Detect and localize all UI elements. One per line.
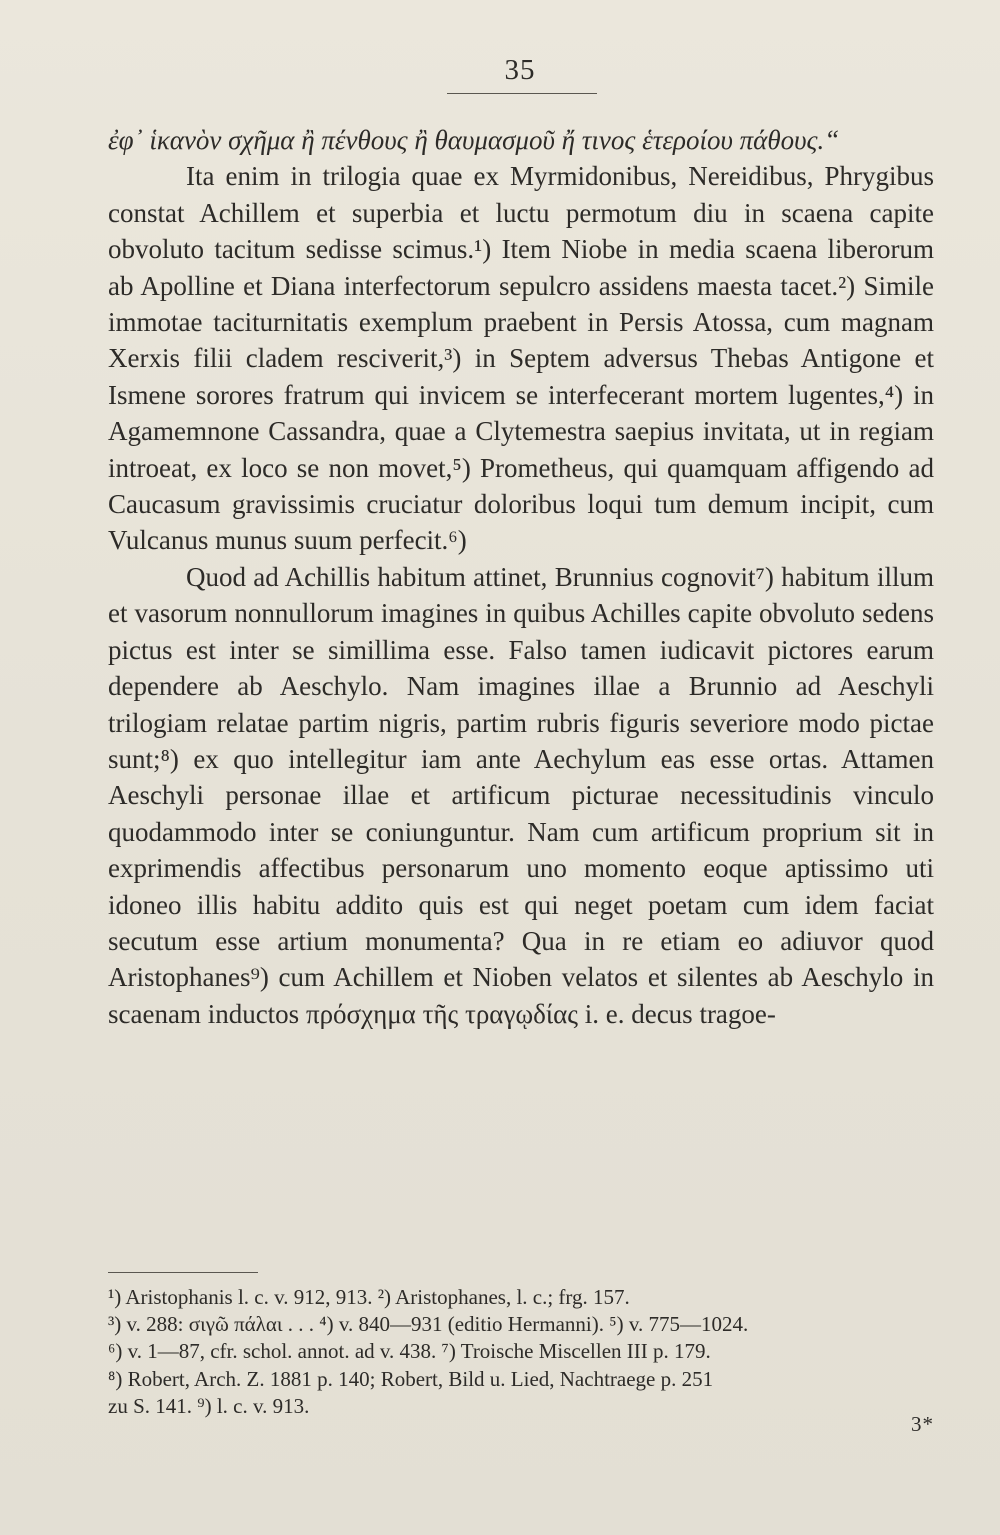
footnote-line: ³) v. 288: σιγῶ πάλαι . . . ⁴) v. 840—931 (editio Hermanni). ⁵) v. 775—1024. (108, 1312, 749, 1337)
footnote-line: ¹) Aristophanis l. c. v. 912, 913. ²) Aristophanes, l. c.; frg. 157. (108, 1285, 630, 1309)
greek-quote-paragraph: ἐφ᾽ ἱκανὸν σχῆμα ἢ πένθους ἢ θαυμασμοῦ ἤ τινος ἑτεροίου πάθους.“ (108, 125, 840, 155)
footnote-line: ⁶) v. 1—87, cfr. schol. annot. ad v. 438. ⁷) Troische Miscellen III p. 179. (108, 1339, 711, 1364)
header-rule (447, 93, 597, 94)
body-paragraph: Quod ad Achillis habitum attinet, Brunnius cognovit⁷) habitum illum et vasorum nonnullorum imagines in quibus Achilles capite obvoluto sedens pictus est inter se simillima esse. Falso tamen iudicavit pictores earum dependere ab Aeschylo. Nam imagines illae a Brunnio ad Aeschyli trilogiam relatae partim nigris, partim rubris figuris severiore modo pictae sunt;⁸) ex quo intellegitur iam ante Aechylum eas esse ortas. Attamen Aeschyli personae illae et artificum picturae necessitudinis vinculo quodammodo inter se coniunguntur. Nam cum artificum proprium sit in exprimendis affectibus personarum uno momento eoque aptissimo uti idoneo illis habitu addito quis est qui neget poetam cum idem faciat secutum esse artium monumenta? Qua in re etiam eo adiuvor quod Aristophanes⁹) cum Achillem et Nioben velatos et silentes ab Aeschylo in scaenam inductos πρόσχημα τῆς τραγῳδίας i. e. decus tragoe- (108, 561, 934, 1029)
footnote-line: zu S. 141. ⁹) l. c. v. 913. (108, 1393, 310, 1418)
main-text (108, 122, 934, 1032)
signature-mark: 3* (911, 1412, 934, 1436)
body-paragraph: Ita enim in trilogia quae ex Myrmidonibus, Nereidibus, Phrygibus constat Achillem et superbia et luctu permotum diu in scaena capite obvoluto tacitum sedisse scimus.¹) Item Niobe in media scaena liberorum ab Apolline et Diana interfectorum sepulcro assidens maesta tacet.²) Simile immotae taciturnitatis exemplum praebent in Persis Atossa, cum magnam Xerxis filii cladem resciverit,³) in Septem adversus Thebas Antigone et Ismene sorores fratrum qui invicem se interfecerant mortem lugentes,⁴) in Agamemnone Cassandra, quae a Clytemestra saepius invitata, ut in regiam introeat, ex loco se non movet,⁵) Prometheus, qui quamquam affigendo ad Caucasum gravissimis cruciatur doloribus loqui tum demum incipit, cum Vulcanus munus suum perfecit.⁶) (108, 161, 934, 556)
page-number: 35 (504, 54, 536, 86)
footnote-line: ⁸) Robert, Arch. Z. 1881 p. 140; Robert, Bild u. Lied, Nachtraege p. 251 (108, 1366, 714, 1391)
footnotes (108, 1284, 934, 1420)
footnote-rule (108, 1272, 258, 1273)
